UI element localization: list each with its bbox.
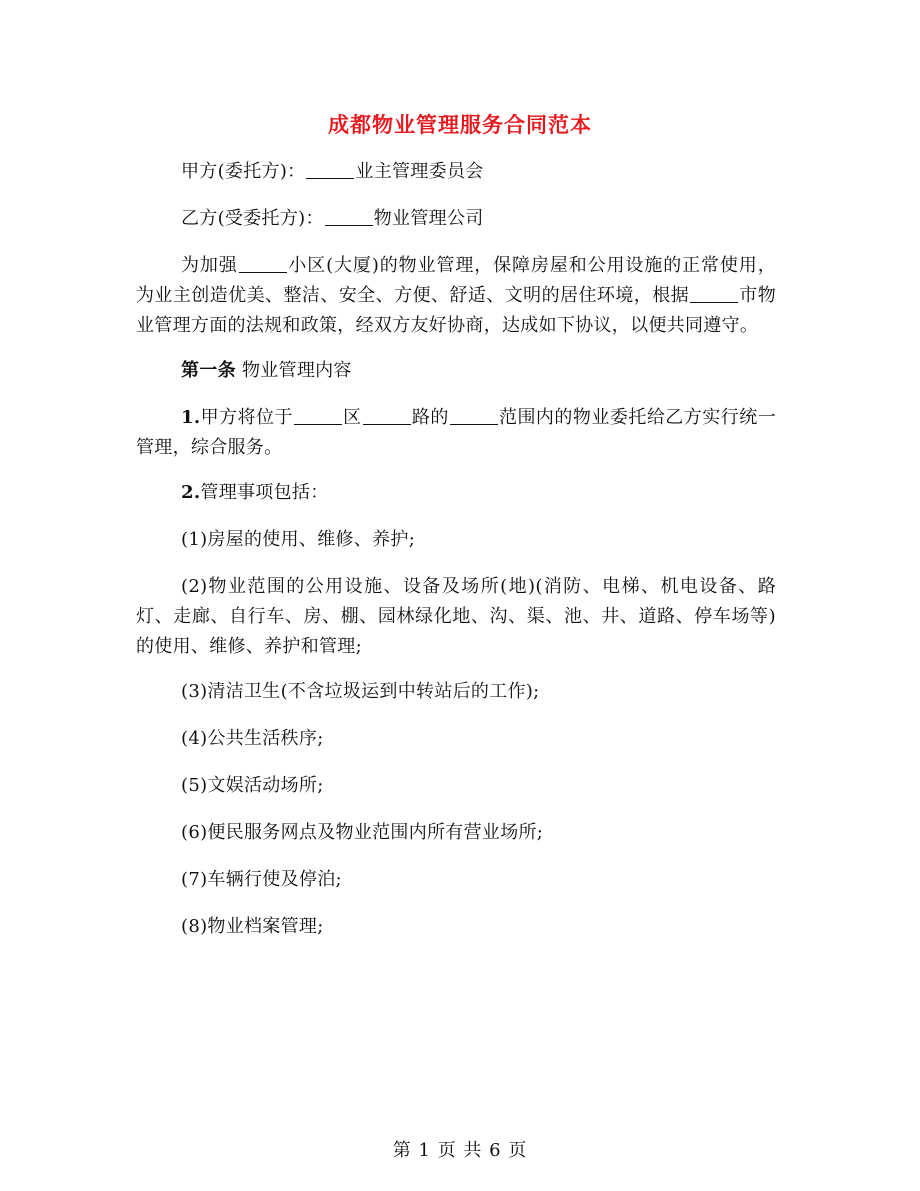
fill-blank <box>450 406 498 425</box>
fill-blank <box>325 207 373 226</box>
preamble-part2: 小区(大厦)的物业管理，保障房屋和公用设施的正常使用，为业主创造优美、整洁、安全、方便、舒适、文明的居住环境，根据 <box>136 255 776 306</box>
sub-item: (3)清洁卫生(不含垃圾运到中转站后的工作); <box>181 681 540 702</box>
party-b-suffix: 物业管理公司 <box>373 208 484 229</box>
item-number: 1. <box>181 407 201 428</box>
sub-item: (2)物业范围的公用设施、设备及场所(地)(消防、电梯、机电设备、路灯、走廊、自行车、房、棚、园林绿化地、沟、渠、池、井、道路、停车场等)的使用、维修、养护和管理; <box>136 576 776 657</box>
item-2-text: 管理事项包括： <box>200 482 329 503</box>
sub-item: (6)便民服务网点及物业范围内所有营业场所; <box>181 822 544 843</box>
item-number: 2. <box>181 482 201 503</box>
fill-blank <box>306 160 354 179</box>
item-1-part4: 范围内的物业委托给乙方实行统一管理，综合服务。 <box>136 407 776 458</box>
sub-item: (1)房屋的使用、维修、养护; <box>181 529 416 550</box>
sub-item: (5)文娱活动场所; <box>181 775 324 796</box>
preamble-paragraph <box>136 251 776 341</box>
article-heading <box>136 356 776 386</box>
page-number-footer: 第 1 页 共 6 页 <box>392 1140 528 1161</box>
item-2-paragraph <box>136 478 776 508</box>
fill-blank <box>690 284 738 303</box>
preamble-part1: 为加强 <box>181 255 238 276</box>
article-number: 第一条 <box>181 360 236 381</box>
article-title: 物业管理内容 <box>241 360 352 381</box>
party-b-prefix: 乙方(受委托方)： <box>181 208 324 229</box>
item-1-part3: 路的 <box>411 407 449 428</box>
sub-item: (8)物业档案管理; <box>181 916 324 937</box>
preamble-part3: 市物业管理方面的法规和政策，经双方友好协商，达成如下协议，以便共同遵守。 <box>136 285 776 336</box>
party-a-prefix: 甲方(委托方)： <box>181 161 306 182</box>
fill-blank <box>363 406 411 425</box>
party-b-line <box>136 204 776 234</box>
fill-blank <box>239 254 287 273</box>
sub-item: (7)车辆行使及停泊; <box>181 869 342 890</box>
party-a-line <box>136 157 776 187</box>
sub-item: (4)公共生活秩序; <box>181 728 324 749</box>
party-a-suffix: 业主管理委员会 <box>355 161 484 182</box>
fill-blank <box>294 406 342 425</box>
item-1-part2: 区 <box>342 407 362 428</box>
item-1-part1: 甲方将位于 <box>200 407 293 428</box>
item-1-paragraph <box>136 403 776 463</box>
document-body <box>136 157 776 959</box>
document-title: 成都物业管理服务合同范本 <box>328 112 592 137</box>
